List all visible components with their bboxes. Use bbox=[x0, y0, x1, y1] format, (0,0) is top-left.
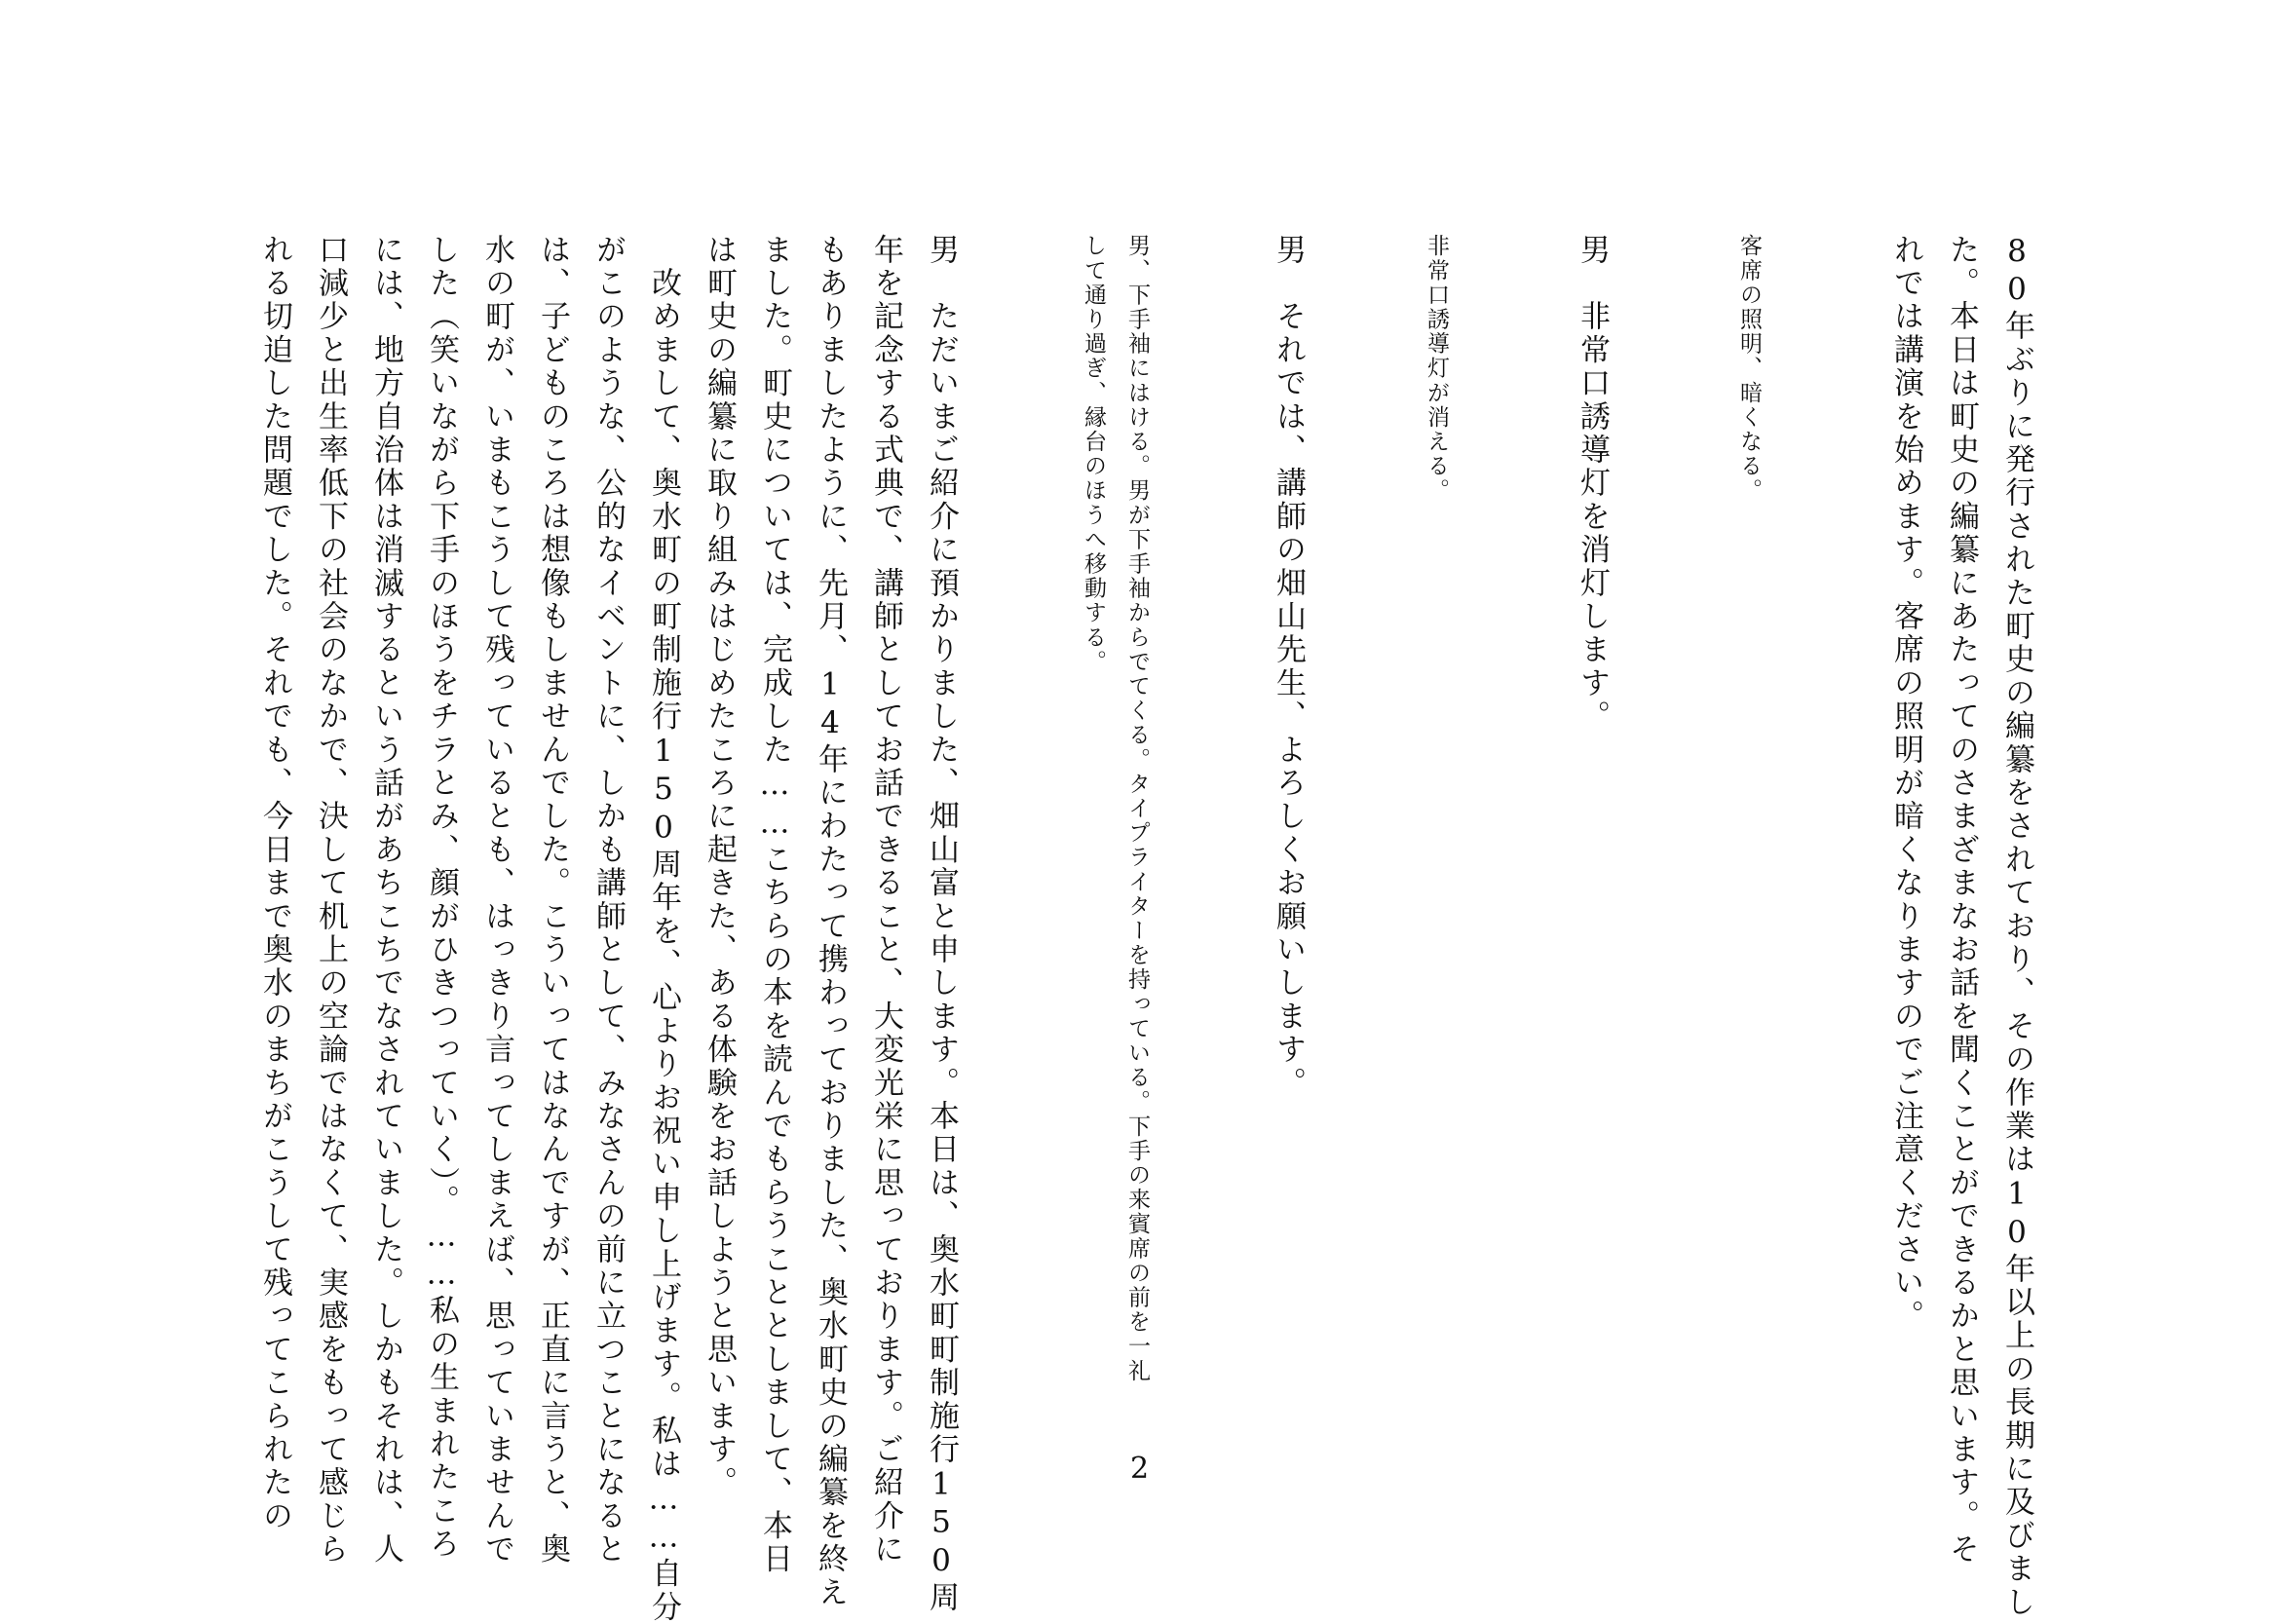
stage-direction: 非常口誘導灯が消える。 bbox=[1424, 234, 1449, 504]
text-column: 口減少と出生率低下の社会のなかで、決して机上の空論ではなくて、実感をもって感じら bbox=[313, 234, 348, 1567]
text-column: は町史の編纂に取り組みはじめたころに起きた、ある体験をお話しようと思います。 bbox=[702, 234, 737, 1500]
text-column: 年を記念する式典で、講師としてお話できること、大変光栄に思っております。ご紹介に bbox=[868, 234, 903, 1567]
text-column: 男 ただいまご紹介に預かりました、畑山富と申します。本日は、奥水町町制施行150周 bbox=[924, 234, 959, 1615]
text-column: 改めまして、奥水町の町制施行150周年を、心よりお祝い申し上げます。私は……自分 bbox=[646, 234, 681, 1624]
text-column: た。本日は町史の編纂にあたってのさまざまなお話を聞くことができるかと思います。そ bbox=[1944, 234, 1979, 1567]
stage-direction: 男、下手袖にはける。男が下手袖からでてくる。タイプライターを持っている。下手の来賓席の前を一礼 bbox=[1124, 234, 1150, 1383]
text-column: ました。町史については、完成した……こちらの本を読んでもらうこととしまして、本日 bbox=[757, 234, 792, 1576]
text-column: 80年ぶりに発行された町史の編纂をされており、その作業は10年以上の長期に及びまし bbox=[1999, 234, 2034, 1620]
stage-direction: 客席の照明、暗くなる。 bbox=[1736, 234, 1762, 504]
text-column: には、地方自治体は消滅するという話があちこちでなされていました。しかもそれは、人 bbox=[368, 234, 403, 1567]
page-number: 2 bbox=[1129, 1452, 1150, 1486]
stage-direction: して通り過ぎ、縁台のほうへ移動する。 bbox=[1081, 234, 1106, 674]
dialogue-line: 男 それでは、講師の畑山先生、よろしくお願いします。 bbox=[1271, 234, 1306, 1101]
text-column: もありましたように、先月、14年にわたって携わっておりました、奥水町史の編纂を終え bbox=[813, 234, 848, 1610]
text-column: れる切迫した問題でした。それでも、今日まで奥水のまちがこうして残ってこられたの bbox=[257, 234, 292, 1533]
text-column: は、子どものころは想像もしませんでした。こういってはなんですが、正直に言うと、奥 bbox=[535, 234, 570, 1567]
text-column: 水の町が、いまもこうして残っているとも、はっきり言ってしまえば、思っていませんで bbox=[479, 234, 514, 1567]
text-column: がこのような、公的なイベントに、しかも講師として、みなさんの前に立つことになると bbox=[590, 234, 626, 1567]
dialogue-line: 男 非常口誘導灯を消灯します。 bbox=[1575, 234, 1610, 734]
text-column: れでは講演を始めます。客席の照明が暗くなりますのでご注意ください。 bbox=[1888, 234, 1923, 1334]
text-column: した（笑いながら下手のほうをチラとみ、顔がひきつっていく）。……私の生まれたころ bbox=[424, 234, 459, 1562]
